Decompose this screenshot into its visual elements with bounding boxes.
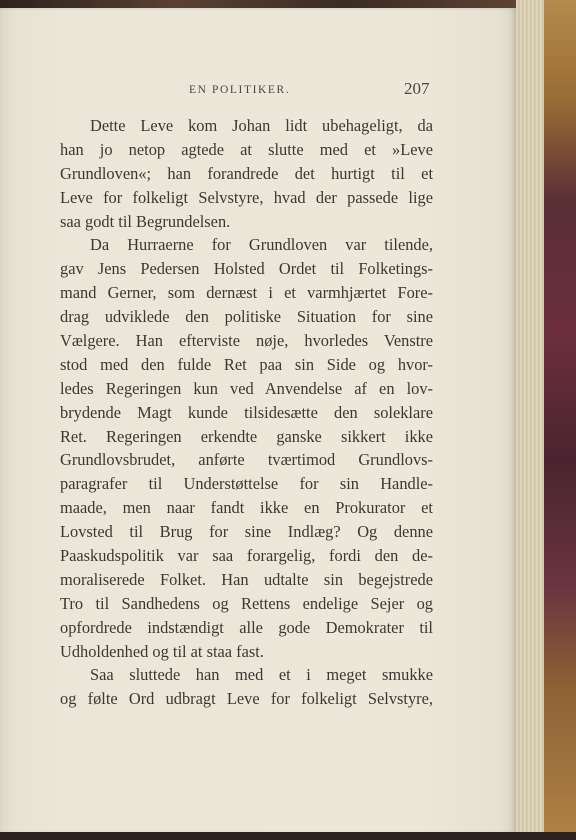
- paragraph: [60, 663, 433, 711]
- text-line: Udholdenhed og til at staa fast.: [60, 641, 264, 661]
- text-line: ledes Regeringen kun ved Anvendelse af en lov-: [60, 378, 433, 398]
- text-line: Grundloven«; han forandrede det hurtigt til et: [60, 163, 433, 183]
- paragraph: [60, 114, 433, 233]
- text-line: Da Hurraerne for Grundloven var tilende,: [90, 235, 433, 255]
- text-line: Tro til Sandhedens og Rettens endelige Sejer og: [60, 593, 433, 613]
- paragraph: [60, 233, 433, 663]
- text-line: han jo netop agtede at slutte med et »Leve: [60, 139, 433, 159]
- text-line: Leve for folkeligt Selvstyre, hvad der passede lige: [60, 187, 433, 207]
- text-line: Vælgere. Han efterviste nøje, hvorledes Venstre: [60, 331, 433, 351]
- page-header: [0, 80, 516, 104]
- text-line: mand Gerner, som dernæst i et varmhjærtet Fore-: [60, 283, 433, 303]
- book-cover-edge: [544, 0, 576, 840]
- page-number: 207: [404, 79, 430, 98]
- running-head: EN POLITIKER.: [189, 84, 291, 96]
- text-line: og følte Ord udbragt Leve for folkeligt Selvstyre,: [60, 689, 433, 709]
- body-text: [60, 114, 433, 711]
- text-line: Dette Leve kom Johan lidt ubehageligt, da: [90, 116, 433, 135]
- text-line: drag udviklede den politiske Situation for sine: [60, 307, 433, 327]
- text-line: paragrafer til Understøttelse for sin Handle-: [60, 474, 433, 494]
- text-line: moraliserede Folket. Han udtalte sin begejstrede: [60, 569, 433, 589]
- text-line: stod med den fulde Ret paa sin Side og hvor-: [60, 354, 433, 374]
- text-line: gav Jens Pedersen Holsted Ordet til Folketings-: [60, 259, 433, 279]
- text-line: Saa sluttede han med et i meget smukke: [90, 665, 433, 685]
- book-bottom-edge: [0, 832, 576, 840]
- text-line: saa godt til Begrundelsen.: [60, 211, 231, 231]
- text-line: brydende Magt kunde tilsidesætte den soleklare: [60, 402, 433, 422]
- text-line: Grundlovsbrudet, anførte tværtimod Grundlovs-: [60, 450, 433, 470]
- text-line: maade, men naar fandt ikke en Prokurator et: [60, 498, 433, 518]
- text-line: Paaskudspolitik var saa forargelig, fordi den de-: [60, 546, 433, 566]
- page-block-edges: [516, 0, 544, 840]
- text-line: opfordrede indstændigt alle gode Demokrater til: [60, 617, 433, 637]
- text-line: Ret. Regeringen erkendte ganske sikkert ikke: [60, 426, 433, 446]
- text-line: Lovsted til Brug for sine Indlæg? Og denne: [60, 522, 433, 542]
